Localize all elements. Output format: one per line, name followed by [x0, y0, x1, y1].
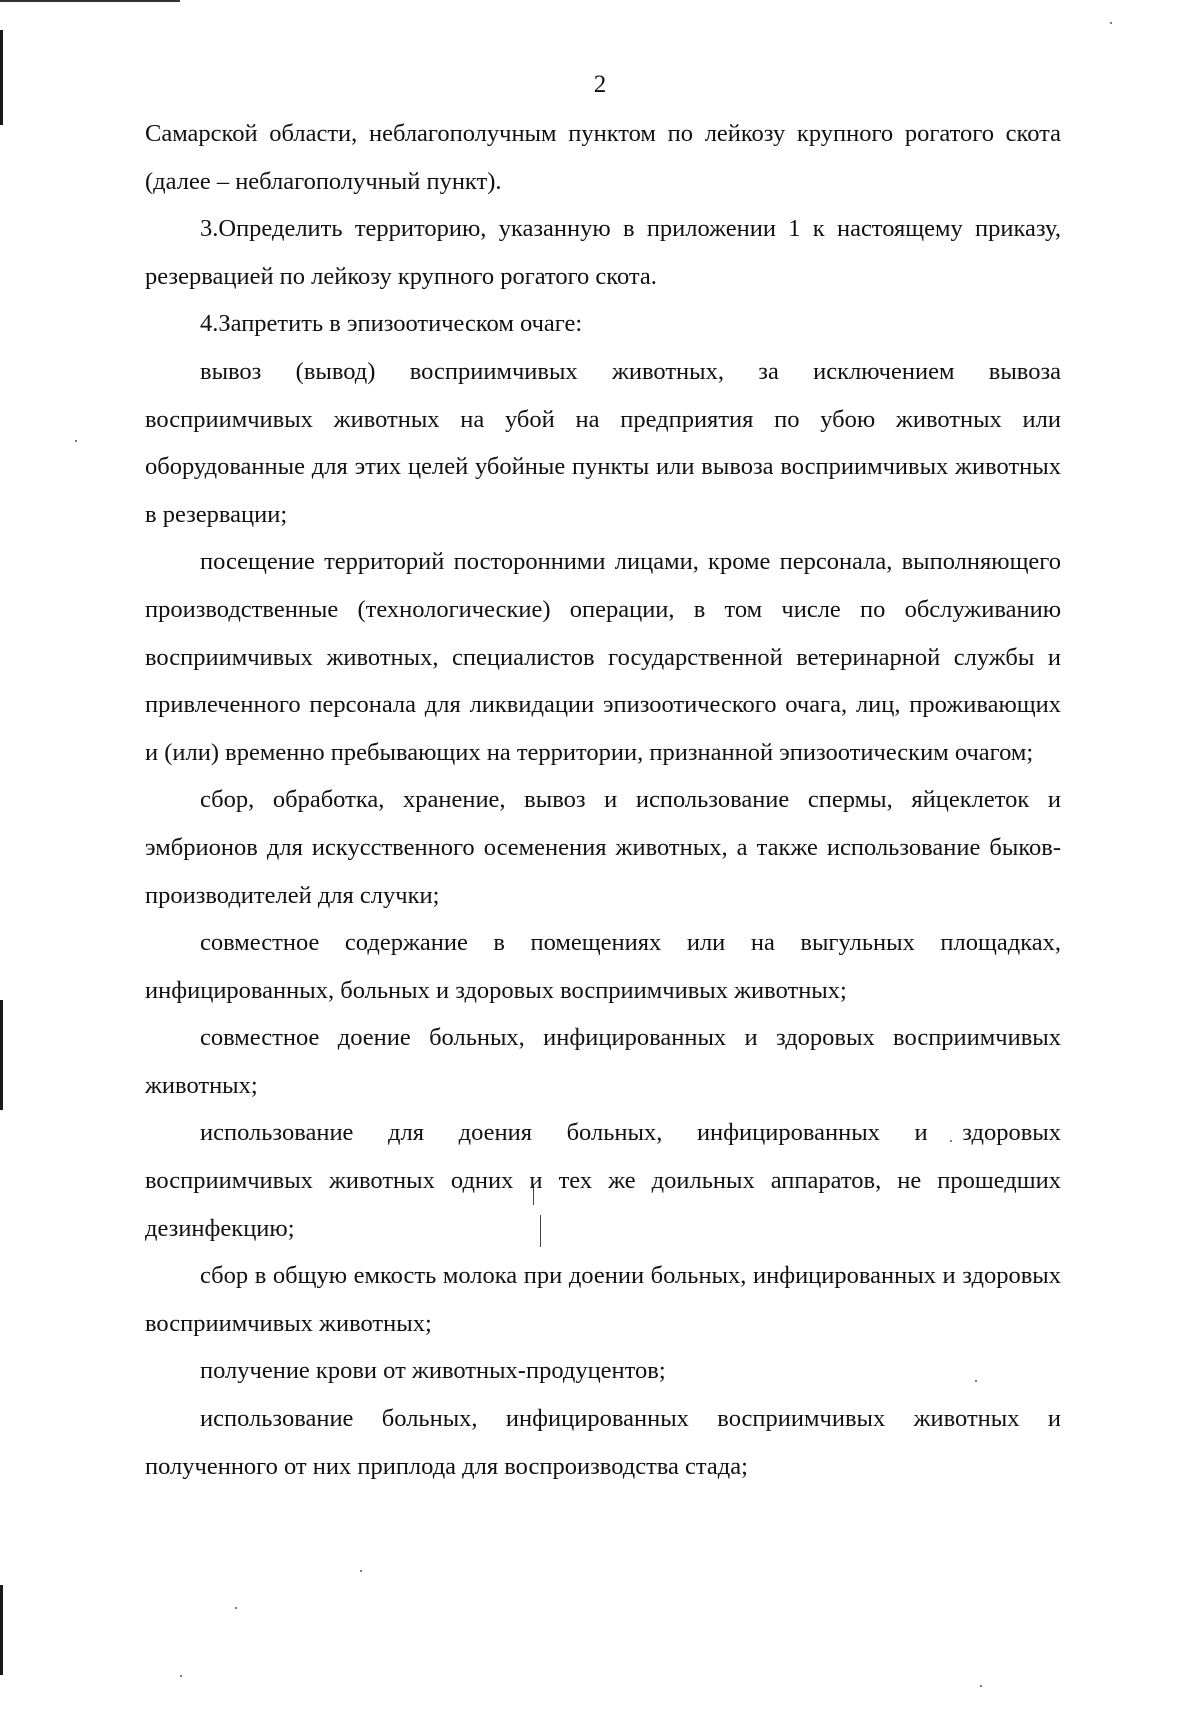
- scan-speck: [360, 1570, 362, 1572]
- scan-left-edge-bar-middle: [0, 1000, 3, 1110]
- paragraph-prohibition-milk-collection: сбор в общую емкость молока при доении больных, инфицированных и здоровых восприимчивых животных;: [145, 1262, 1061, 1337]
- document-body: [145, 110, 1061, 1490]
- paragraph-prohibition-blood: получение крови от животных-продуцентов;: [200, 1357, 666, 1385]
- paragraph-prohibition-breeding: использование больных, инфицированных восприимчивых животных и полученного от них приплода для воспроизводства стада;: [145, 1405, 1061, 1480]
- paragraph-prohibition-milking-equipment: использование для доения больных, инфицированных и здоровых восприимчивых животных одних и тех же доильных аппаратов, не прошедших дезинфекцию;: [145, 1119, 1061, 1242]
- paragraph-prohibition-visits: посещение территорий посторонними лицами, кроме персонала, выполняющего производственные (технологические) операции, в том числе по обслуживанию восприимчивых животных, специалистов государственной ветеринарной службы и привлеченного персонала для ликвидации эпизоотического очага, лиц, проживающих и (или) временно пребывающих на территории, признанной эпизоотическим очагом;: [145, 548, 1061, 766]
- paragraph-item-3: 3.Определить территорию, указанную в приложении 1 к настоящему приказу, резервацией по лейкозу крупного рогатого скота.: [145, 215, 1061, 290]
- paragraph-item-4: 4.Запретить в эпизоотическом очаге:: [200, 310, 583, 338]
- paragraph-prohibition-export: вывоз (вывод) восприимчивых животных, за исключением вывоза восприимчивых животных на убой на предприятия по убою животных или оборудованные для этих целей убойные пункты или вывоза восприимчивых животных в резервации;: [145, 357, 1061, 528]
- scan-speck: [1110, 22, 1112, 24]
- scan-speck: [75, 440, 77, 442]
- scan-speck: [180, 1675, 182, 1677]
- paragraph-prohibition-semen: сбор, обработка, хранение, вывоз и использование спермы, яйцеклеток и эмбрионов для искусственного осеменения животных, а также использование быков-производителей для случки;: [145, 786, 1061, 909]
- scan-speck: [980, 1685, 982, 1687]
- scan-left-edge-bar-bottom: [0, 1585, 3, 1675]
- paragraph-prohibition-joint-keeping: совместное содержание в помещениях или на выгульных площадках, инфицированных, больных и здоровых восприимчивых животных;: [145, 929, 1061, 1004]
- paragraph-prohibition-joint-milking: совместное доение больных, инфицированных и здоровых восприимчивых животных;: [145, 1024, 1061, 1099]
- scan-speck: [235, 1607, 237, 1609]
- paragraph-continuation: Самарской области, неблагополучным пунктом по лейкозу крупного рогатого скота (далее – неблагополучный пункт).: [145, 120, 1061, 195]
- scan-top-rule: [0, 0, 180, 2]
- page-number: 2: [593, 71, 607, 98]
